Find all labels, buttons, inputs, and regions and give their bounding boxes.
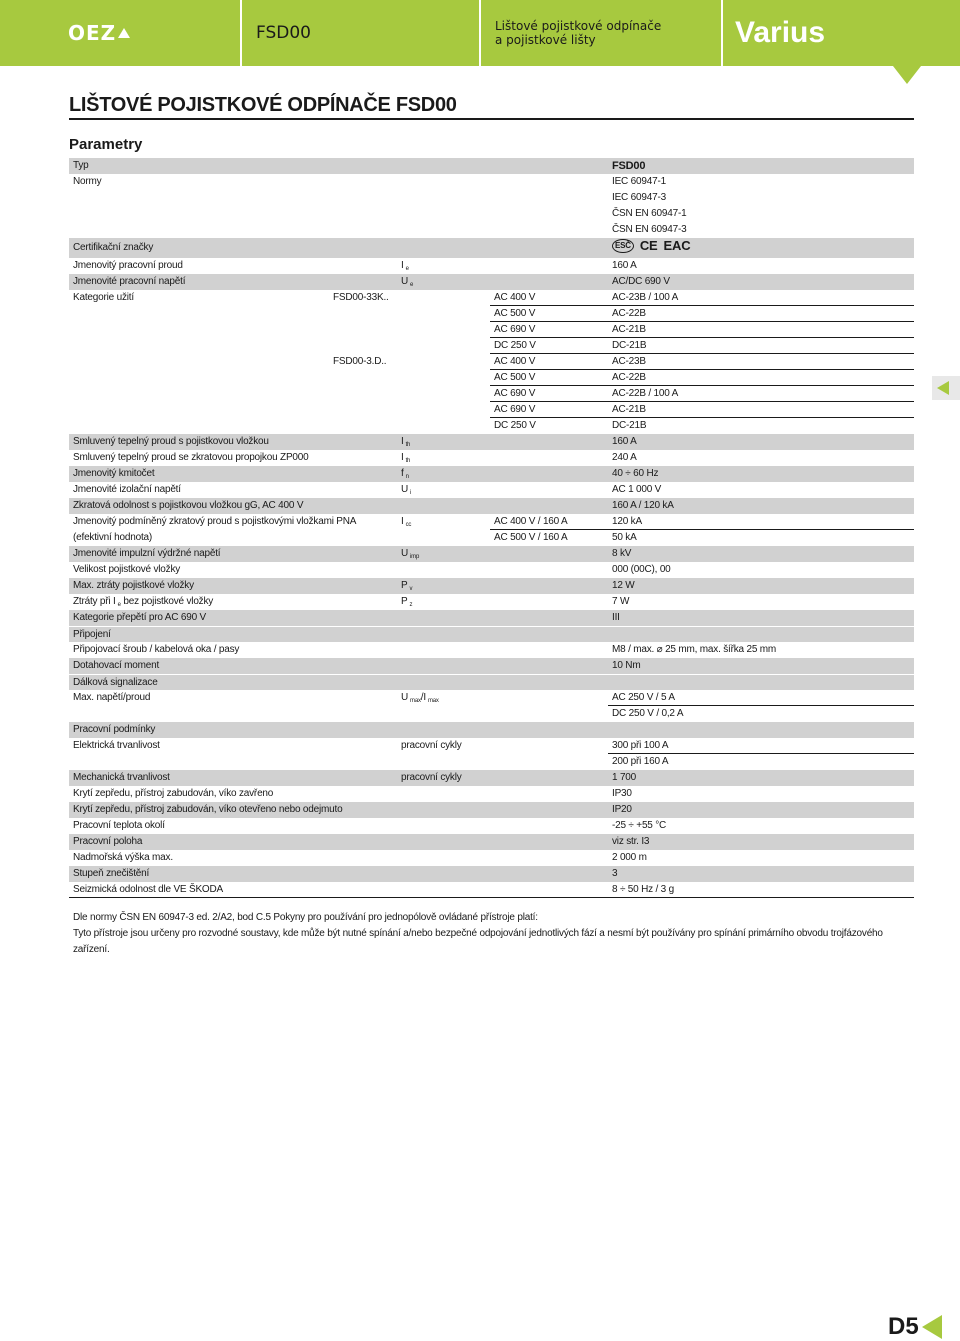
table-row bbox=[69, 370, 914, 386]
table-row bbox=[69, 594, 914, 610]
row-condition: AC 400 V bbox=[494, 356, 536, 367]
table-row bbox=[69, 418, 914, 434]
row-value: 8 kV bbox=[612, 548, 632, 559]
table-row bbox=[69, 258, 914, 274]
row-value: 200 při 160 A bbox=[612, 756, 669, 767]
parameters-table bbox=[69, 158, 914, 898]
row-label: Jmenovité pracovní napětí bbox=[73, 276, 186, 287]
row-symbol: I $_e$ bbox=[401, 260, 409, 272]
row-label: Jmenovité impulzní výdržné napětí bbox=[73, 548, 221, 559]
table-row bbox=[69, 238, 914, 258]
row-value: AC-21B bbox=[612, 404, 646, 415]
row-condition: DC 250 V bbox=[494, 420, 536, 431]
table-row bbox=[69, 190, 914, 206]
row-label: Připojovací šroub / kabelová oka / pasy bbox=[73, 644, 240, 655]
row-value: AC-23B / 100 A bbox=[612, 292, 679, 303]
esc-mark-icon: ESČ bbox=[612, 239, 634, 253]
row-symbol: U $_e$ bbox=[401, 276, 414, 288]
table-row bbox=[69, 690, 914, 706]
footnotes bbox=[73, 910, 918, 958]
row-value: 10 Nm bbox=[612, 660, 641, 671]
table-row bbox=[69, 882, 914, 898]
table-row bbox=[69, 658, 914, 674]
row-symbol: P $_z$ bbox=[401, 596, 413, 608]
row-value: DC-21B bbox=[612, 340, 647, 351]
table-row bbox=[69, 174, 914, 190]
row-value: 120 kA bbox=[612, 516, 642, 527]
row-label: Jmenovité izolační napětí bbox=[73, 484, 181, 495]
row-value: ČSN EN 60947-3 bbox=[612, 224, 687, 235]
row-label: Mechanická trvanlivost bbox=[73, 772, 170, 783]
row-condition: AC 500 V / 160 A bbox=[494, 532, 568, 543]
certification-marks bbox=[612, 238, 690, 254]
row-value: AC-21B bbox=[612, 324, 646, 335]
table-section-header bbox=[69, 674, 914, 690]
row-condition: AC 500 V bbox=[494, 308, 536, 319]
row-symbol: f $_n$ bbox=[401, 468, 409, 480]
table-row bbox=[69, 402, 914, 418]
ce-mark-icon: CE bbox=[639, 238, 658, 253]
row-condition: AC 400 V bbox=[494, 292, 536, 303]
table-row bbox=[69, 866, 914, 882]
table-row bbox=[69, 642, 914, 658]
logo-triangle-icon bbox=[118, 28, 130, 38]
row-label: Max. napětí/proud bbox=[73, 692, 151, 703]
logo-wordmark: OEZ bbox=[68, 21, 117, 45]
page-title: LIŠTOVÉ POJISTKOVÉ ODPÍNAČE FSD00 bbox=[69, 94, 457, 116]
description-line-1: Lištové pojistkové odpínače bbox=[495, 19, 662, 33]
row-value: viz str. I3 bbox=[612, 836, 650, 847]
table-row bbox=[69, 818, 914, 834]
table-row bbox=[69, 338, 914, 354]
page-arrow-icon bbox=[922, 1315, 942, 1339]
footnote-line-1: Dle normy ČSN EN 60947-3 ed. 2/A2, bod C.5 Pokyny pro používání pro jednopólově ovládané přístroje platí: bbox=[73, 912, 538, 923]
row-symbol: I $_{th}$ bbox=[401, 436, 411, 448]
row-label: Certifikační značky bbox=[73, 242, 154, 253]
row-value: -25 ÷ +55 °C bbox=[612, 820, 667, 831]
row-condition: AC 400 V / 160 A bbox=[494, 516, 568, 527]
table-row bbox=[69, 466, 914, 482]
row-label: Krytí zepředu, přístroj zabudován, víko zavřeno bbox=[73, 788, 274, 799]
table-row bbox=[69, 562, 914, 578]
row-symbol: U $_i$ bbox=[401, 484, 412, 496]
row-label: Jmenovitý podmíněný zkratový proud s pojistkovými vložkami PNA bbox=[73, 516, 357, 527]
row-value: AC 250 V / 5 A bbox=[612, 692, 675, 703]
row-label: Jmenovitý pracovní proud bbox=[73, 260, 183, 271]
row-label: Dotahovací moment bbox=[73, 660, 160, 671]
row-label: Typ bbox=[73, 160, 89, 171]
row-label: Zkratová odolnost s pojistkovou vložkou gG, AC 400 V bbox=[73, 500, 304, 511]
row-value: IP30 bbox=[612, 788, 632, 799]
row-symbol: pracovní cykly bbox=[401, 772, 462, 783]
table-row bbox=[69, 834, 914, 850]
side-nav-arrow-icon[interactable] bbox=[932, 376, 960, 400]
row-value: 3 bbox=[612, 868, 618, 879]
row-value: III bbox=[612, 612, 620, 623]
row-value: ČSN EN 60947-1 bbox=[612, 208, 687, 219]
section-label: Pracovní podmínky bbox=[73, 724, 156, 735]
row-value: 240 A bbox=[612, 452, 637, 463]
section-title: Parametry bbox=[69, 136, 143, 153]
table-bottom-rule bbox=[69, 897, 914, 898]
row-label: (efektivní hodnota) bbox=[73, 532, 153, 543]
row-value: 50 kA bbox=[612, 532, 637, 543]
row-value: FSD00 bbox=[612, 160, 646, 172]
table-row bbox=[69, 754, 914, 770]
row-symbol: P $_v$ bbox=[401, 580, 413, 592]
row-symbol: I $_{cc}$ bbox=[401, 516, 412, 528]
brand-notch-icon bbox=[893, 66, 921, 84]
section-label: Dálková signalizace bbox=[73, 677, 158, 688]
row-value: AC-22B bbox=[612, 372, 646, 383]
row-value: 160 A bbox=[612, 260, 637, 271]
category-group: FSD00-3.D.. bbox=[333, 356, 387, 367]
row-label: Smluvený tepelný proud se zkratovou propojkou ZP000 bbox=[73, 452, 309, 463]
table-row bbox=[69, 386, 914, 402]
row-label: Elektrická trvanlivost bbox=[73, 740, 160, 751]
row-label: Velikost pojistkové vložky bbox=[73, 564, 181, 575]
table-row bbox=[69, 738, 914, 754]
description-cell bbox=[481, 0, 721, 66]
table-row bbox=[69, 354, 914, 370]
row-value: DC 250 V / 0,2 A bbox=[612, 708, 684, 719]
description-line-2: a pojistkové lišty bbox=[495, 33, 596, 47]
row-value: 8 ÷ 50 Hz / 3 g bbox=[612, 884, 674, 895]
row-condition: AC 690 V bbox=[494, 404, 536, 415]
product-name: FSD00 bbox=[256, 23, 311, 43]
page-number-text: D5 bbox=[888, 1313, 919, 1340]
brand-name: Varius bbox=[735, 16, 826, 49]
table-row bbox=[69, 514, 914, 530]
row-label: Krytí zepředu, přístroj zabudován, víko otevřeno nebo odejmuto bbox=[73, 804, 343, 815]
table-row bbox=[69, 770, 914, 786]
row-value: AC-22B / 100 A bbox=[612, 388, 679, 399]
table-row bbox=[69, 578, 914, 594]
row-value: 2 000 m bbox=[612, 852, 647, 863]
row-label: Kategorie užití bbox=[73, 292, 134, 303]
title-divider bbox=[69, 118, 914, 120]
table-row bbox=[69, 158, 914, 174]
table-row bbox=[69, 850, 914, 866]
table-row bbox=[69, 482, 914, 498]
product-cell bbox=[242, 0, 479, 66]
table-row bbox=[69, 306, 914, 322]
row-value: M8 / max. ⌀ 25 mm, max. šířka 25 mm bbox=[612, 644, 777, 655]
table-row bbox=[69, 222, 914, 238]
row-symbol: U $_{max}$/I $_{max}$ bbox=[401, 692, 439, 704]
row-symbol: I $_{th}$ bbox=[401, 452, 411, 464]
page-number bbox=[888, 1313, 942, 1341]
row-value: 160 A / 120 kA bbox=[612, 500, 674, 511]
row-value: 300 při 100 A bbox=[612, 740, 669, 751]
table-row bbox=[69, 786, 914, 802]
row-label: Kategorie přepětí pro AC 690 V bbox=[73, 612, 206, 623]
table-row bbox=[69, 274, 914, 290]
row-symbol: pracovní cykly bbox=[401, 740, 462, 751]
section-label: Připojení bbox=[73, 629, 111, 640]
row-label: Nadmořská výška max. bbox=[73, 852, 173, 863]
row-condition: AC 500 V bbox=[494, 372, 536, 383]
brand-cell bbox=[723, 0, 960, 66]
row-value: IP20 bbox=[612, 804, 632, 815]
row-condition: AC 690 V bbox=[494, 324, 536, 335]
row-label: Ztráty při I $_e$ bez pojistkové vložky bbox=[73, 596, 214, 608]
row-value: IEC 60947-3 bbox=[612, 192, 666, 203]
row-value: IEC 60947-1 bbox=[612, 176, 666, 187]
table-row bbox=[69, 450, 914, 466]
row-value: 1 700 bbox=[612, 772, 637, 783]
table-row bbox=[69, 530, 914, 546]
table-row bbox=[69, 290, 914, 306]
category-group: FSD00-33K.. bbox=[333, 292, 389, 303]
eac-mark-icon: EAC bbox=[663, 238, 691, 253]
row-label: Smluvený tepelný proud s pojistkovou vložkou bbox=[73, 436, 269, 447]
table-row bbox=[69, 206, 914, 222]
row-label: Seizmická odolnost dle VE ŠKODA bbox=[73, 884, 223, 895]
row-condition: DC 250 V bbox=[494, 340, 536, 351]
row-value: AC 1 000 V bbox=[612, 484, 662, 495]
row-value: AC-22B bbox=[612, 308, 646, 319]
row-value: 40 ÷ 60 Hz bbox=[612, 468, 659, 479]
table-row bbox=[69, 322, 914, 338]
row-label: Jmenovitý kmitočet bbox=[73, 468, 155, 479]
row-value: 160 A bbox=[612, 436, 637, 447]
table-row bbox=[69, 706, 914, 722]
table-section-header bbox=[69, 626, 914, 642]
row-condition: AC 690 V bbox=[494, 388, 536, 399]
table-row bbox=[69, 498, 914, 514]
row-label: Pracovní teplota okolí bbox=[73, 820, 165, 831]
row-label: Normy bbox=[73, 176, 102, 187]
table-section-header bbox=[69, 722, 914, 738]
row-value: 7 W bbox=[612, 596, 630, 607]
row-label: Stupeň znečištění bbox=[73, 868, 150, 879]
row-value: 000 (00C), 00 bbox=[612, 564, 671, 575]
row-label: Max. ztráty pojistkové vložky bbox=[73, 580, 194, 591]
row-symbol: U $_{imp}$ bbox=[401, 548, 420, 560]
page-header bbox=[0, 0, 960, 66]
table-row bbox=[69, 802, 914, 818]
table-row bbox=[69, 610, 914, 626]
table-row bbox=[69, 434, 914, 450]
row-value: DC-21B bbox=[612, 420, 647, 431]
row-value: 12 W bbox=[612, 580, 635, 591]
table-row bbox=[69, 546, 914, 562]
row-label: Pracovní poloha bbox=[73, 836, 143, 847]
logo bbox=[0, 0, 240, 66]
footnote-line-2: Tyto přístroje jsou určeny pro rozvodné soustavy, kde může být nutné spínání a/nebo bezpečné odpojování jednotlivých fází a nesmí být používány pro spínání primárního obvodu trojfázového zařízení. bbox=[73, 928, 883, 955]
row-value: AC-23B bbox=[612, 356, 646, 367]
row-value: AC/DC 690 V bbox=[612, 276, 670, 287]
